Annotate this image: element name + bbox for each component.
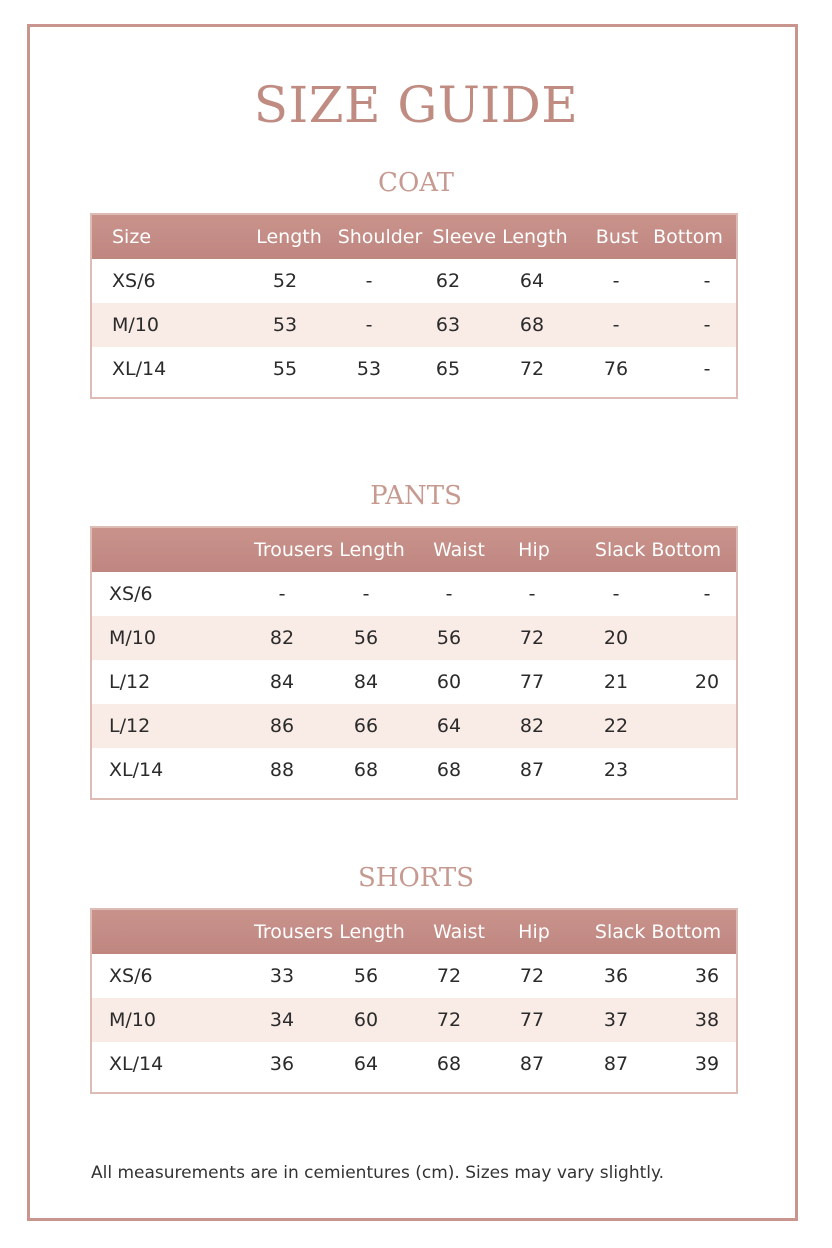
- pants-header-row: [92, 528, 736, 572]
- table-cell: 68: [353, 759, 379, 781]
- table-cell: 82: [519, 715, 545, 737]
- coat-header-bust: Bust: [595, 226, 639, 248]
- table-row: [92, 748, 736, 792]
- size-cell: XS/6: [109, 583, 153, 605]
- table-cell: 36: [694, 965, 720, 987]
- pants-header-slack-bottom: Slack Bottom: [594, 539, 722, 561]
- table-cell: -: [703, 358, 711, 380]
- size-cell: M/10: [109, 1009, 156, 1031]
- table-cell: -: [612, 314, 620, 336]
- table-cell: 65: [435, 358, 461, 380]
- table-cell: 82: [269, 627, 295, 649]
- table-cell: 56: [353, 627, 379, 649]
- shorts-header-trousers-length: Trousers Length: [254, 921, 405, 943]
- coat-header-size: Size: [112, 226, 152, 248]
- table-cell: -: [362, 583, 370, 605]
- table-cell: -: [703, 270, 711, 292]
- size-cell: XL/14: [112, 358, 167, 380]
- shorts-header-row: [92, 910, 736, 954]
- table-cell: 68: [519, 314, 545, 336]
- page-title: SIZE GUIDE: [253, 76, 579, 134]
- table-cell: 86: [269, 715, 295, 737]
- table-cell: 84: [353, 671, 379, 693]
- table-cell: 23: [603, 759, 629, 781]
- table-cell: -: [365, 270, 373, 292]
- coat-header-shoulder: Shoulder: [337, 226, 423, 248]
- table-cell: 72: [519, 965, 545, 987]
- table-cell: 55: [272, 358, 298, 380]
- size-cell: XL/14: [109, 759, 164, 781]
- pants-table: [90, 526, 738, 800]
- table-cell: 84: [269, 671, 295, 693]
- table-cell: 64: [353, 1053, 379, 1075]
- table-cell: -: [703, 314, 711, 336]
- table-row: [92, 1042, 736, 1086]
- table-cell: 77: [519, 671, 545, 693]
- coat-rows: [92, 259, 736, 391]
- table-cell: 36: [603, 965, 629, 987]
- table-cell: 56: [436, 627, 462, 649]
- pants-rows: [92, 572, 736, 792]
- shorts-header-slack-bottom: Slack Bottom: [594, 921, 722, 943]
- table-cell: 20: [603, 627, 629, 649]
- pants-title: PANTS: [370, 481, 462, 511]
- table-cell: 66: [353, 715, 379, 737]
- table-row: [92, 259, 736, 303]
- table-row: [92, 660, 736, 704]
- table-cell: 87: [603, 1053, 629, 1075]
- table-cell: 21: [603, 671, 629, 693]
- table-cell: -: [703, 583, 711, 605]
- table-row: [92, 954, 736, 998]
- size-cell: M/10: [109, 627, 156, 649]
- size-cell: M/10: [112, 314, 159, 336]
- table-row: [92, 303, 736, 347]
- table-cell: 34: [269, 1009, 295, 1031]
- coat-header-row: [92, 215, 736, 259]
- shorts-rows: [92, 954, 736, 1086]
- size-cell: XL/14: [109, 1053, 164, 1075]
- table-cell: -: [612, 270, 620, 292]
- table-cell: 60: [436, 671, 462, 693]
- coat-title: COAT: [378, 168, 454, 198]
- table-cell: 62: [435, 270, 461, 292]
- size-cell: XS/6: [109, 965, 153, 987]
- table-cell: -: [445, 583, 453, 605]
- shorts-title: SHORTS: [357, 863, 475, 893]
- size-cell: L/12: [109, 671, 151, 693]
- table-cell: 38: [694, 1009, 720, 1031]
- coat-header-length: Length: [256, 226, 322, 248]
- table-cell: -: [365, 314, 373, 336]
- table-cell: 39: [694, 1053, 720, 1075]
- pants-header-waist: Waist: [433, 539, 485, 561]
- table-cell: 64: [519, 270, 545, 292]
- table-cell: -: [612, 583, 620, 605]
- table-cell: 76: [603, 358, 629, 380]
- table-row: [92, 572, 736, 616]
- table-cell: 60: [353, 1009, 379, 1031]
- table-cell: 52: [272, 270, 298, 292]
- coat-table: [90, 213, 738, 399]
- table-cell: 77: [519, 1009, 545, 1031]
- coat-header-bottom: Bottom: [653, 226, 723, 248]
- table-cell: 72: [436, 965, 462, 987]
- table-cell: 68: [436, 759, 462, 781]
- table-cell: 56: [353, 965, 379, 987]
- table-cell: 63: [435, 314, 461, 336]
- table-cell: 68: [436, 1053, 462, 1075]
- table-cell: 53: [356, 358, 382, 380]
- table-cell: 72: [436, 1009, 462, 1031]
- shorts-table: [90, 908, 738, 1094]
- table-row: [92, 704, 736, 748]
- table-cell: 87: [519, 759, 545, 781]
- table-cell: -: [528, 583, 536, 605]
- table-cell: 36: [269, 1053, 295, 1075]
- table-cell: 22: [603, 715, 629, 737]
- pants-header-trousers-length: Trousers Length: [254, 539, 405, 561]
- table-cell: 33: [269, 965, 295, 987]
- table-cell: 64: [436, 715, 462, 737]
- table-cell: -: [278, 583, 286, 605]
- table-row: [92, 998, 736, 1042]
- table-cell: 53: [272, 314, 298, 336]
- coat-header-sleeve-length: Sleeve Length: [432, 226, 568, 248]
- pants-header-hip: Hip: [518, 539, 550, 561]
- size-cell: XS/6: [112, 270, 156, 292]
- table-row: [92, 616, 736, 660]
- table-cell: 88: [269, 759, 295, 781]
- shorts-header-hip: Hip: [518, 921, 550, 943]
- table-row: [92, 347, 736, 391]
- table-cell: 72: [519, 627, 545, 649]
- size-cell: L/12: [109, 715, 151, 737]
- footnote: All measurements are in cemientures (cm). Sizes may vary slightly.: [91, 1163, 665, 1183]
- table-cell: 37: [603, 1009, 629, 1031]
- shorts-header-waist: Waist: [433, 921, 485, 943]
- table-cell: 87: [519, 1053, 545, 1075]
- table-cell: 72: [519, 358, 545, 380]
- table-cell: 20: [694, 671, 720, 693]
